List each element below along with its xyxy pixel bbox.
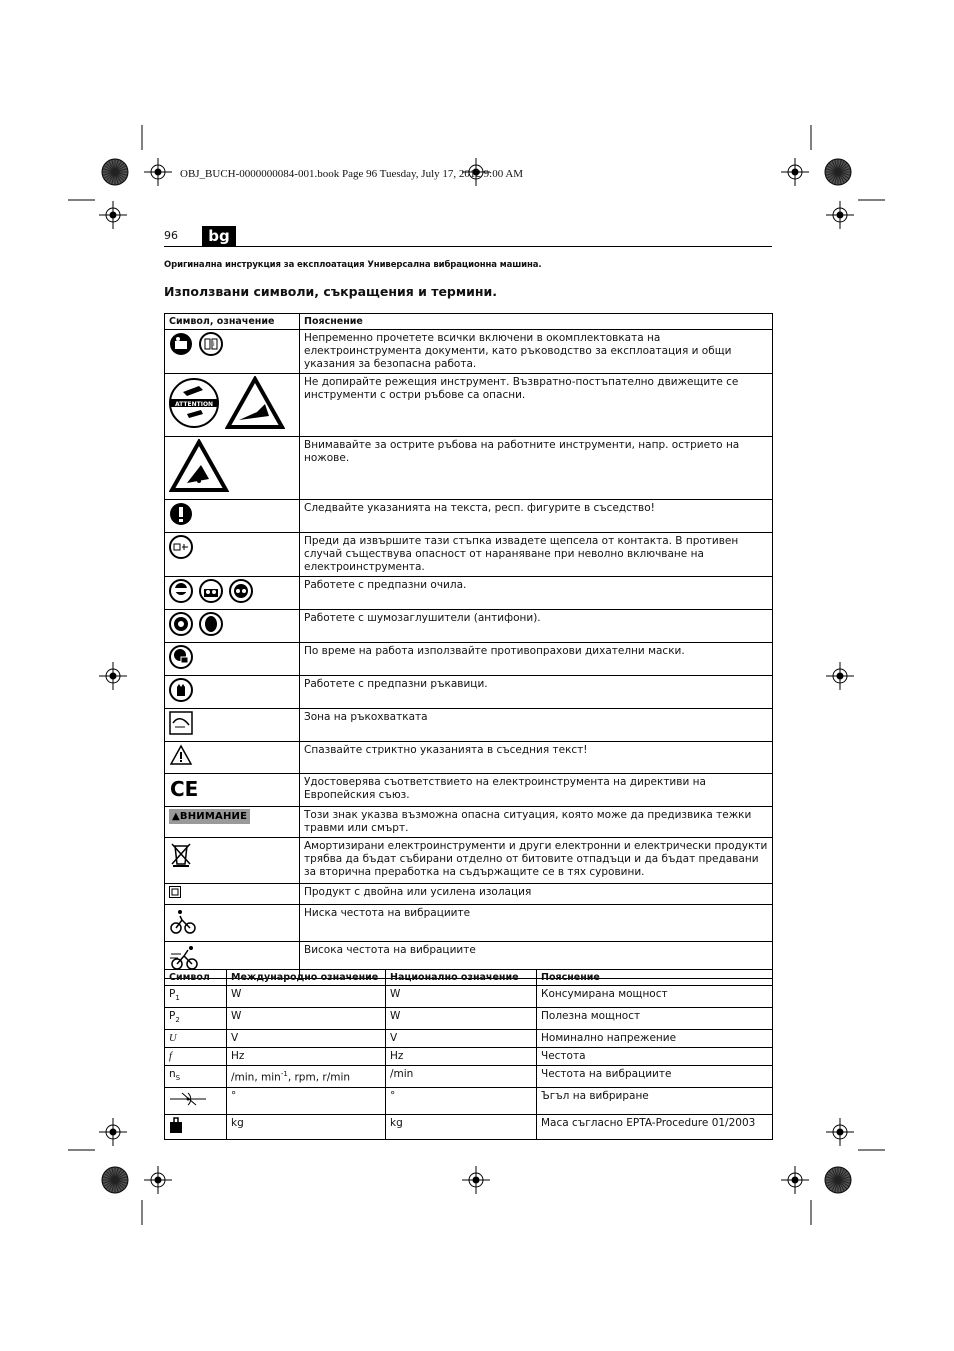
section-title: Използвани символи, съкращения и термини. xyxy=(164,284,497,299)
explanation-cell: Продукт с двойна или усилена изолация xyxy=(300,884,773,905)
international-value-rest: , rpm, r/min xyxy=(287,1071,351,1084)
international-superscript: -1 xyxy=(280,1070,288,1079)
symbol-cell xyxy=(165,774,300,807)
unit-symbol-subscript: S xyxy=(175,1074,181,1083)
international-value: W xyxy=(231,1010,242,1023)
symbol-cell xyxy=(165,330,300,374)
table-row xyxy=(165,1048,773,1066)
explanation-cell: Не допирайте режещия инструмент. Възвратно-постъпателно движещите се инструменти с остри ръбове са опасни. xyxy=(300,374,773,437)
unit-symbol-subscript: 1 xyxy=(175,994,180,1003)
table-row xyxy=(165,709,773,742)
svg-text:i: i xyxy=(213,341,215,348)
gloves-icon xyxy=(169,678,193,706)
read-manual-icon xyxy=(169,332,193,360)
symbol-cell xyxy=(165,1008,227,1030)
symbol-cell xyxy=(165,905,300,942)
ear-protection-icon xyxy=(169,612,193,640)
symbol-cell xyxy=(165,1048,227,1066)
explanation-cell: Работете с предпазни ръкавици. xyxy=(300,676,773,709)
table-row xyxy=(165,374,773,437)
manual-subtitle: Оригинална инструкция за експлоатация Универсална вибрационна машина. xyxy=(164,260,542,270)
unplug-icon xyxy=(169,535,193,563)
table-row xyxy=(165,742,773,774)
unit-symbol: U xyxy=(169,1033,177,1045)
table-row xyxy=(165,330,773,374)
glasses-icon xyxy=(229,579,253,607)
symbol-cell xyxy=(165,986,227,1008)
explanation-cell: Непременно прочетете всички включени в окомплектовката на електроинструмента документи, като ръководство за експлоатация и общи указания за безопасна работа. xyxy=(300,330,773,374)
table-row xyxy=(165,838,773,884)
table-row xyxy=(165,1088,773,1115)
table-row xyxy=(165,577,773,610)
explanation-cell: Спазвайте стриктно указанията в съседния текст! xyxy=(300,742,773,774)
explanation-cell: Преди да извършите тази стъпка извадете щепсела от контакта. В противен случай съществува опасност от нараняване при неволно включване на електроинструмента. xyxy=(300,533,773,577)
international-value: /min, min xyxy=(231,1071,281,1084)
symbol-cell xyxy=(165,1115,227,1140)
unit-symbol: P xyxy=(169,1010,176,1023)
national-cell: W xyxy=(386,1008,537,1030)
dust-mask-icon xyxy=(169,645,193,673)
table-row xyxy=(165,533,773,577)
explanation-cell: Работете с шумозаглушители (антифони). xyxy=(300,610,773,643)
national-cell: V xyxy=(386,1030,537,1048)
face-shield-icon xyxy=(199,579,223,607)
national-cell: ° xyxy=(386,1088,537,1115)
international-value: Hz xyxy=(231,1050,245,1063)
col-header-explanation: Пояснение xyxy=(537,970,773,986)
explanation-cell: Удостоверява съответствието на електроинструмента на директиви на Европейския съюз. xyxy=(300,774,773,807)
manual-book-icon xyxy=(199,332,223,360)
header-rule xyxy=(164,246,772,247)
symbol-cell xyxy=(165,374,300,437)
symbol-cell xyxy=(165,1088,227,1115)
symbol-cell xyxy=(165,807,300,838)
national-cell: Hz xyxy=(386,1048,537,1066)
unit-symbol-subscript: 2 xyxy=(175,1016,180,1025)
table-row xyxy=(165,774,773,807)
col-header-national: Национално означение xyxy=(386,970,537,986)
symbol-cell xyxy=(165,533,300,577)
international-value: W xyxy=(231,988,242,1000)
warning-triangle-icon xyxy=(169,744,193,770)
national-cell: W xyxy=(386,986,537,1008)
sharp-edges-triangle-icon xyxy=(169,439,229,497)
double-insulation-icon xyxy=(169,886,181,902)
language-tab: bg xyxy=(202,226,236,246)
explanation-cell: Консумирана мощност xyxy=(537,986,773,1008)
goggles-icon xyxy=(169,579,193,607)
explanation-cell: Ъгъл на вибриране xyxy=(537,1088,773,1115)
international-cell xyxy=(227,1030,386,1048)
col-header-international: Международно означение xyxy=(227,970,386,986)
symbol-cell xyxy=(165,500,300,533)
international-value: kg xyxy=(231,1117,244,1130)
explanation-cell: Внимавайте за острите ръбова на работните инструменти, напр. острието на ножове. xyxy=(300,437,773,500)
explanation-cell: Честота xyxy=(537,1048,773,1066)
table-row xyxy=(165,643,773,676)
explanation-cell: Ниска честота на вибрациите xyxy=(300,905,773,942)
warning-badge xyxy=(169,809,250,824)
symbol-cell xyxy=(165,610,300,643)
page-number: 96 xyxy=(164,229,178,242)
symbol-cell xyxy=(165,437,300,500)
explanation-cell: Амортизирани електроинструменти и други електронни и електрически продукти трябва да бъдат събирани отделно от битовите отпадъци и да бъдат предавани за вторична преработка на съдържащите се в тях суровини. xyxy=(300,838,773,884)
svg-text:ATTENTION: ATTENTION xyxy=(175,401,214,408)
exclamation-mandatory-icon xyxy=(169,502,193,530)
symbol-cell xyxy=(165,838,300,884)
symbol-cell xyxy=(165,577,300,610)
international-value: V xyxy=(231,1032,239,1045)
explanation-cell: По време на работа използвайте противопрахови дихателни маски. xyxy=(300,643,773,676)
international-cell xyxy=(227,986,386,1008)
table-row xyxy=(165,905,773,942)
international-cell xyxy=(227,1048,386,1066)
international-cell xyxy=(227,1066,386,1088)
ear-muffs-icon xyxy=(199,612,223,640)
col-header-explanation: Пояснение xyxy=(300,314,773,330)
national-cell: /min xyxy=(386,1066,537,1088)
table-row xyxy=(165,1030,773,1048)
symbol-cell xyxy=(165,884,300,905)
col-header-symbol: Символ xyxy=(165,970,227,986)
explanation-cell: Честота на вибрациите xyxy=(537,1066,773,1088)
table-row xyxy=(165,610,773,643)
unit-symbol: f xyxy=(169,1051,172,1063)
table-row xyxy=(165,437,773,500)
symbol-cell xyxy=(165,742,300,774)
international-cell xyxy=(227,1008,386,1030)
national-cell: kg xyxy=(386,1115,537,1140)
grip-zone-icon xyxy=(169,711,193,739)
symbol-cell xyxy=(165,1030,227,1048)
table-row xyxy=(165,1066,773,1088)
symbols-table xyxy=(164,313,773,979)
warning-badge-label: ВНИМАНИЕ xyxy=(179,811,248,822)
explanation-cell: Полезна мощност xyxy=(537,1008,773,1030)
explanation-cell: Следвайте указанията на текста, респ. фигурите в съседство! xyxy=(300,500,773,533)
bike-low-icon xyxy=(169,907,197,939)
col-header-symbol: Символ, означение xyxy=(165,314,300,330)
explanation-cell: Този знак указва възможна опасна ситуация, която може да предизвика тежки травми или смърт. xyxy=(300,807,773,838)
unit-symbol: n xyxy=(169,1068,176,1081)
attention-hand-icon xyxy=(169,376,219,434)
table-row xyxy=(165,884,773,905)
symbol-cell xyxy=(165,1066,227,1088)
explanation-cell: Зона на ръкохватката xyxy=(300,709,773,742)
table-row xyxy=(165,1008,773,1030)
weight-icon xyxy=(168,1125,184,1137)
international-value: ° xyxy=(231,1090,237,1103)
book-file-info: OBJ_BUCH-0000000084-001.book Page 96 Tuesday, July 17, 2012 9:00 AM xyxy=(180,168,524,180)
table-row xyxy=(165,807,773,838)
table-row xyxy=(165,1115,773,1140)
explanation-cell: Работете с предпазни очила. xyxy=(300,577,773,610)
explanation-cell: Висока честота на вибрациите xyxy=(300,942,773,979)
table-row xyxy=(165,986,773,1008)
unit-symbol: P xyxy=(169,988,176,1000)
table-header-row xyxy=(165,314,773,330)
cutting-hazard-triangle-icon xyxy=(225,376,285,434)
international-cell xyxy=(227,1115,386,1140)
explanation-cell: Номинално напрежение xyxy=(537,1030,773,1048)
table-header-row xyxy=(165,970,773,986)
international-cell xyxy=(227,1088,386,1115)
weee-bin-icon xyxy=(169,840,193,872)
explanation-cell: Маса съгласно EPTA-Procedure 01/2003 xyxy=(537,1115,773,1140)
warning-triangle-icon: ▲ xyxy=(172,811,180,822)
symbol-cell xyxy=(165,643,300,676)
ce-mark-icon xyxy=(169,776,197,804)
symbol-cell xyxy=(165,709,300,742)
symbol-cell xyxy=(165,676,300,709)
table-row xyxy=(165,676,773,709)
angle-icon xyxy=(168,1100,208,1112)
svg-text:CE: CE xyxy=(170,777,197,800)
units-table xyxy=(164,969,773,1140)
table-row xyxy=(165,500,773,533)
